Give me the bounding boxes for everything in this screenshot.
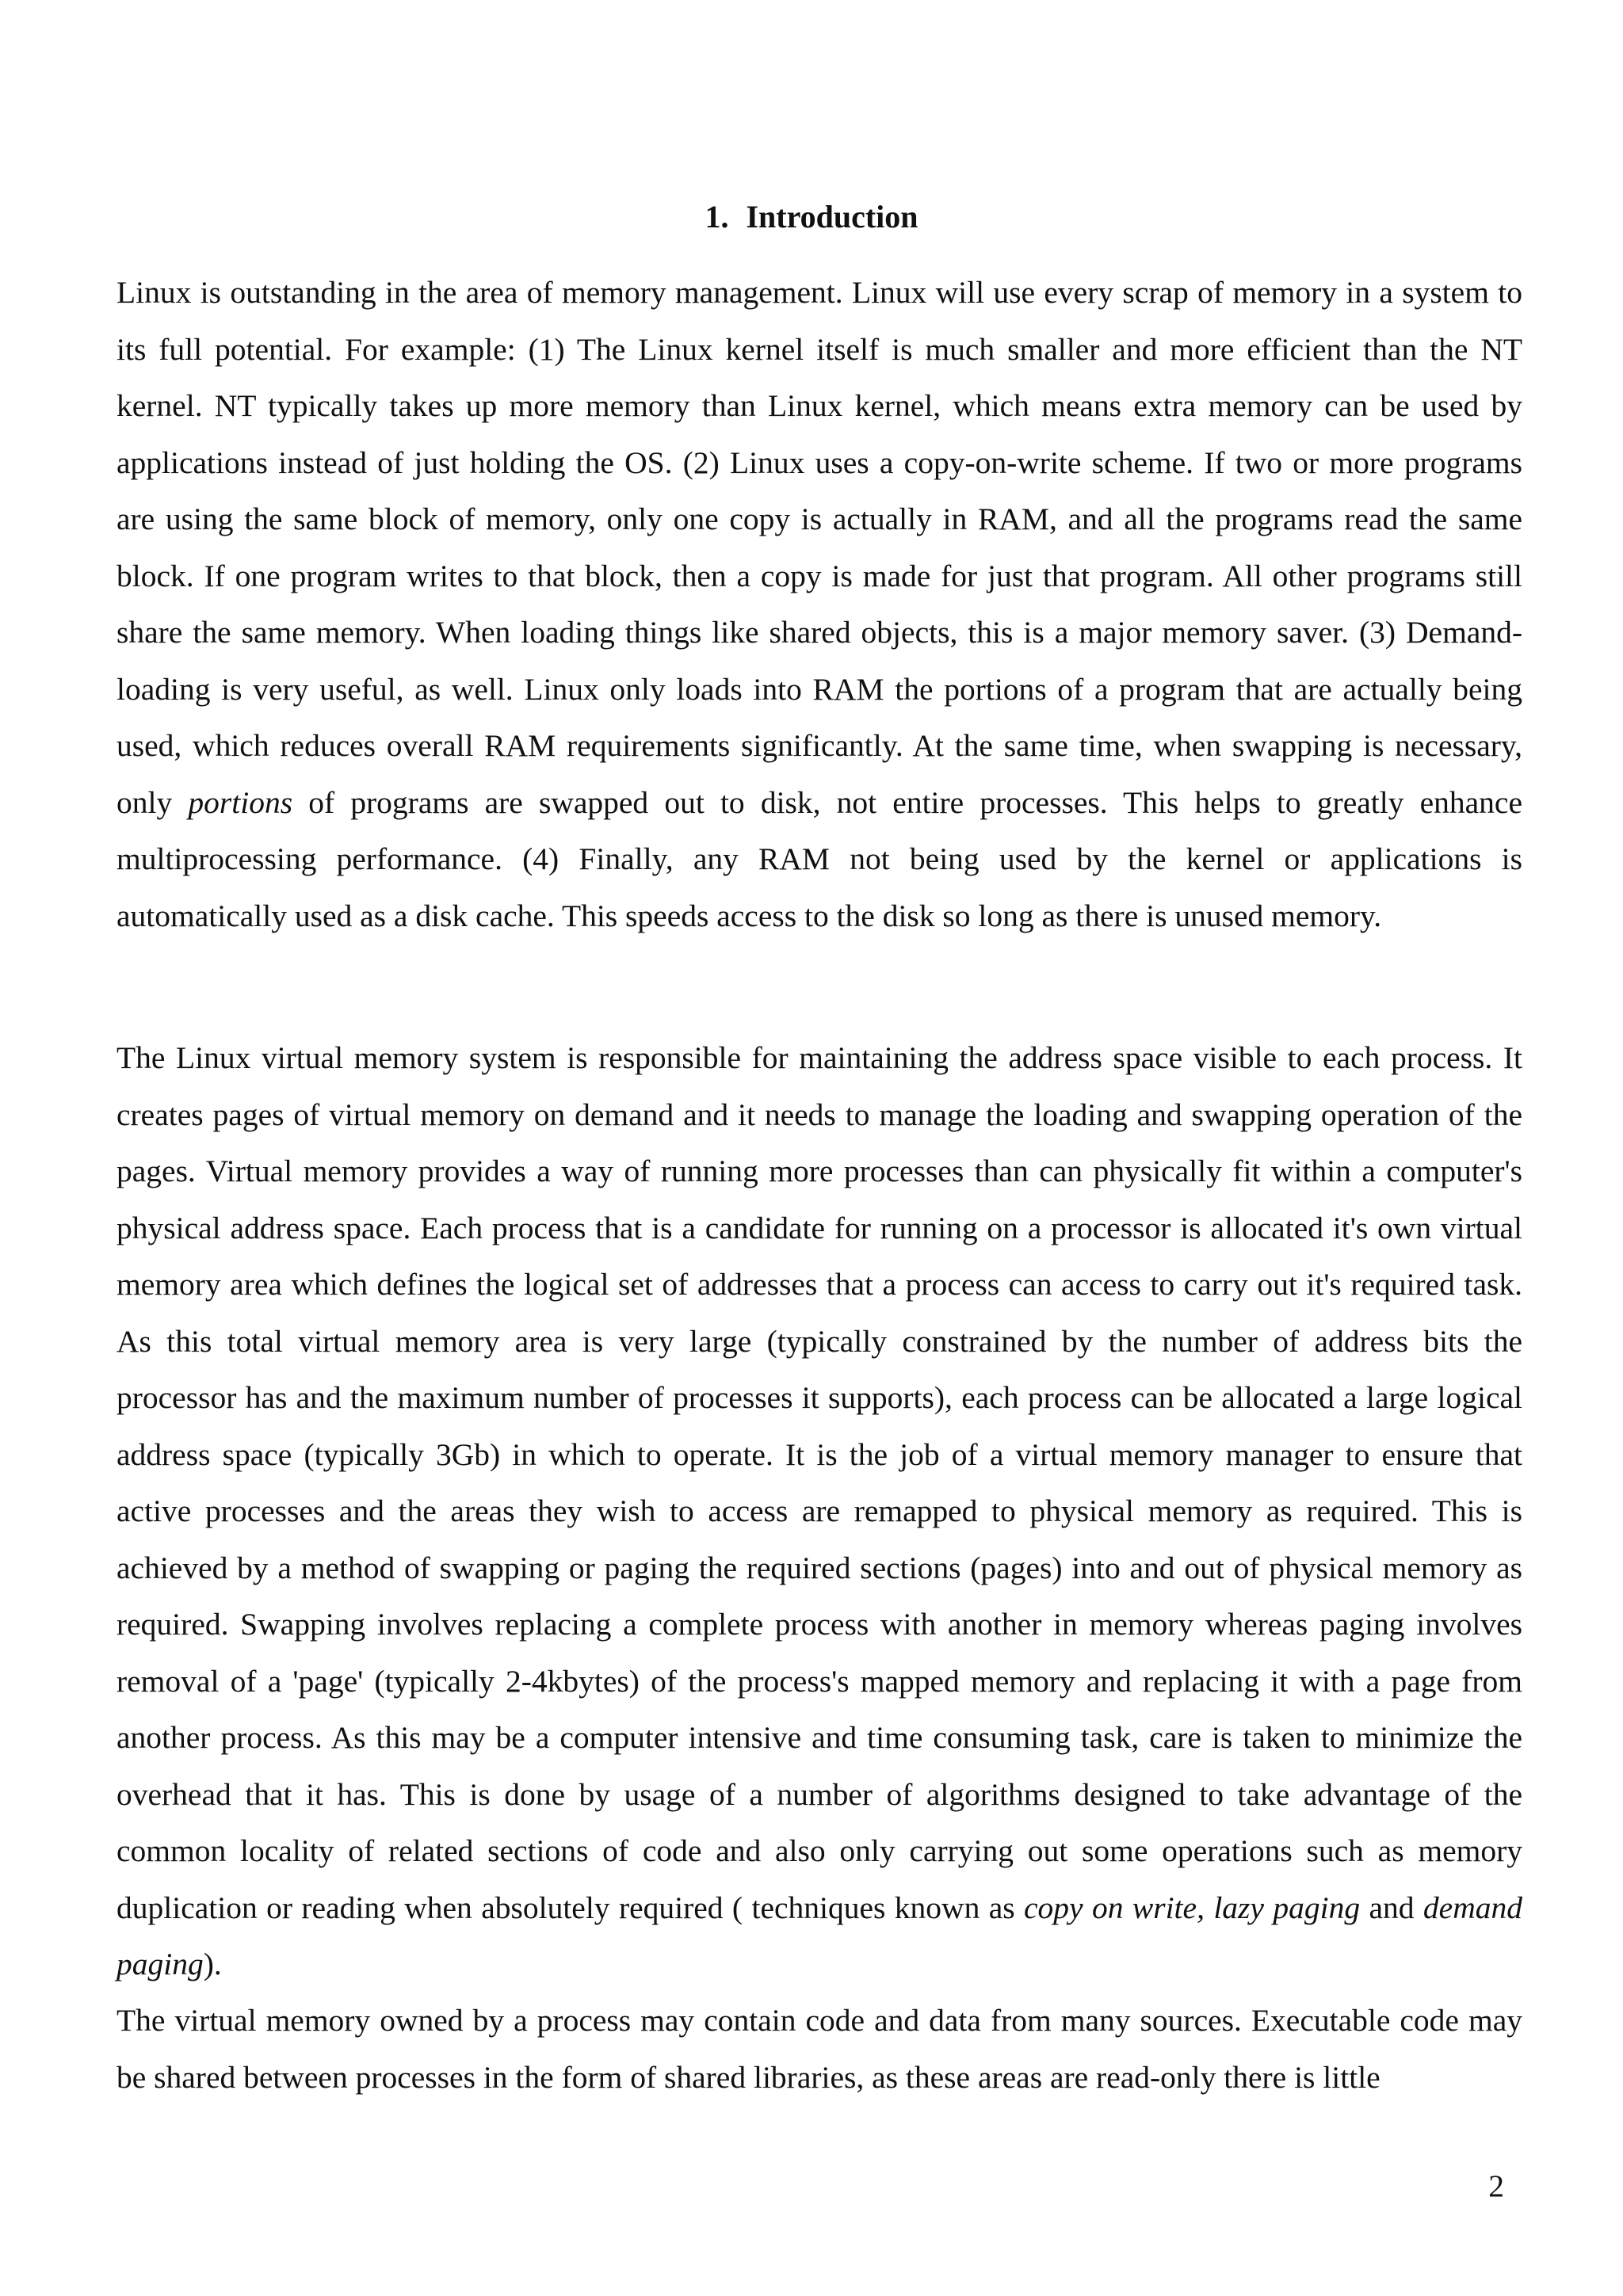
paragraph-virtual-memory [116,1030,1522,1993]
paragraph-text: The virtual memory owned by a process may contain code and data from many sources. Executable code may be shared between processes in the form of shared libraries, as these areas are read-only there is little [116,2003,1522,2095]
section-title: Introduction [746,199,918,235]
paragraph-shared-code [116,1993,1522,2106]
paragraph-memory-management [116,265,1522,944]
paragraph-text: Linux is outstanding in the area of memory management. Linux will use every scrap of memory in a system to its full potential. For example: (1) The Linux kernel itself is much smaller and more efficient than the NT kernel. NT typically takes up more memory than Linux kernel, which means extra memory can be used by applications instead of just holding the OS. (2) Linux uses a copy-on-write scheme. If two or more programs are using the same block of memory, only one copy is actually in RAM, and all the programs read the same block. If one program writes to that block, then a copy is made for just that program. All other programs still share the same memory. When loading things like shared objects, this is a major memory saver. (3) Demand-loading is very useful, as well. Linux only loads into RAM the portions of a program that are actually being used, which reduces overall RAM requirements significantly. At the same time, when swapping is necessary, only [116,275,1522,820]
section-number: 1. [705,199,729,235]
emphasis-text: portions [188,784,293,820]
section-heading [0,196,1623,238]
page-number: 2 [1488,2168,1504,2203]
paragraph-text: of programs are swapped out to disk, not entire processes. This helps to greatly enhance multiprocessing performance. (4) Finally, any RAM not being used by the kernel or applications is automatically used as a disk cache. This speeds access to the disk so long as there is unused memory. [116,784,1522,933]
paragraph-text: The Linux virtual memory system is responsible for maintaining the address space visible to each process. It creates pages of virtual memory on demand and it needs to manage the loading and swapping operation of the pages. Virtual memory provides a way of running more processes than can physically fit within a computer's physical address space. Each process that is a candidate for running on a processor is allocated it's own virtual memory area which defines the logical set of addresses that a process can access to carry out it's required task. As this total virtual memory area is very large (typically constrained by the number of address bits the processor has and the maximum number of processes it supports), each process can be allocated a large logical address space (typically 3Gb) in which to operate. It is the job of a virtual memory manager to ensure that active processes and the areas they wish to access are remapped to physical memory as required. This is achieved by a method of swapping or paging the required sections (pages) into and out of physical memory as required. Swapping involves replacing a complete process with another in memory whereas paging involves removal of a 'page' (typically 2-4kbytes) of the process's mapped memory and replacing it with a page from another process. As this may be a computer intensive and time consuming task, care is taken to minimize the overhead that it has. This is done by usage of a number of algorithms designed to take advantage of the common locality of related sections of code and also only carrying out some operations such as memory duplication or reading when absolutely required ( techniques known as [116,1040,1522,1925]
emphasis-text: demand paging [116,1890,1522,1981]
paragraph-text: ). [203,1947,222,1981]
paragraph-text: and [1360,1890,1423,1925]
emphasis-text: copy on write, lazy paging [1024,1890,1361,1925]
